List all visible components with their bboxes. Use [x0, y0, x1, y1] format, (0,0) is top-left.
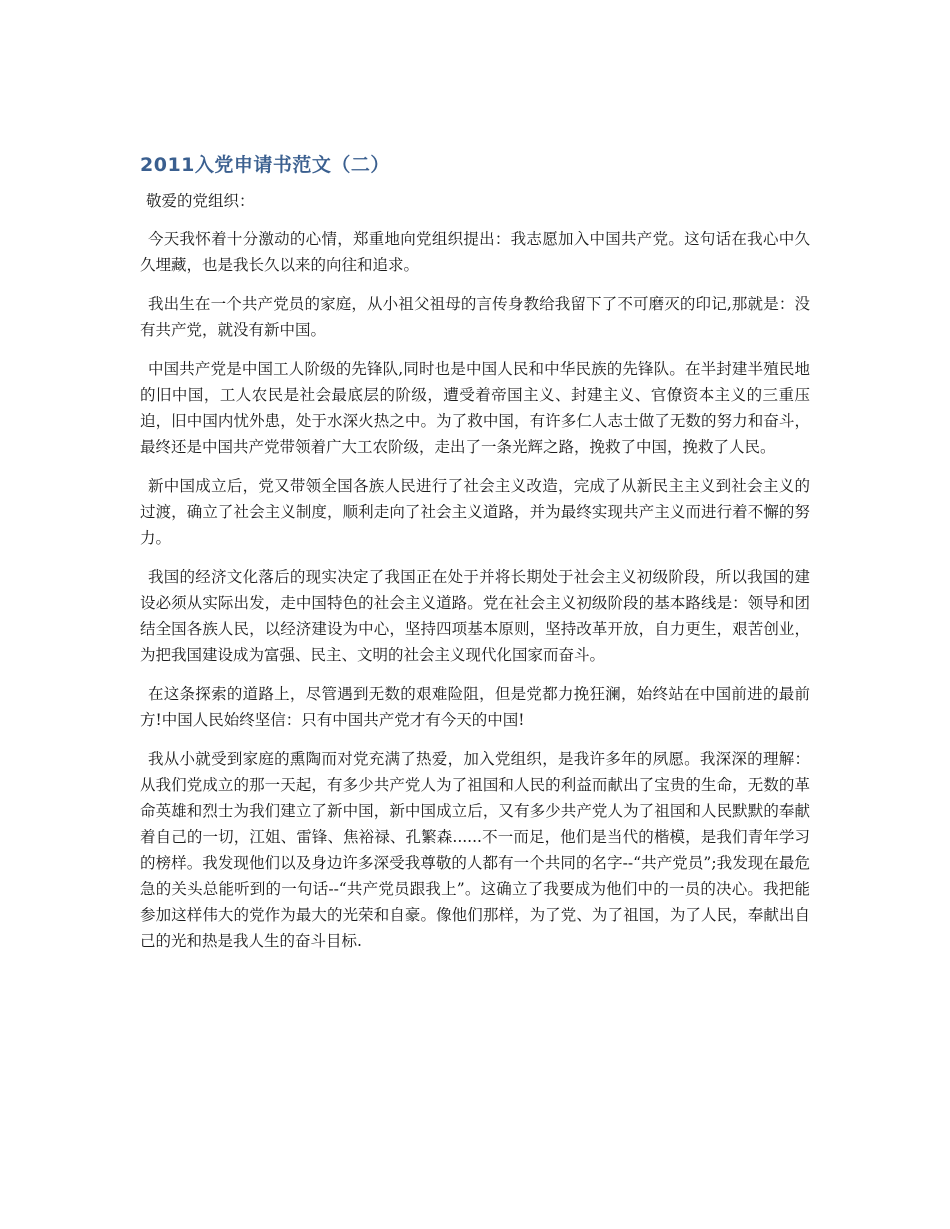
paragraph: 我出生在一个共产党员的家庭，从小祖父祖母的言传身教给我留下了不可磨灭的印记,那就是：没有共产党，就没有新中国。 [140, 295, 810, 339]
document-page [140, 148, 810, 967]
paragraph: 在这条探索的道路上，尽管遇到无数的艰难险阻，但是党都力挽狂澜，始终站在中国前进的最前方!中国人民始终坚信：只有中国共产党才有今天的中国! [140, 685, 810, 729]
paragraph: 中国共产党是中国工人阶级的先锋队,同时也是中国人民和中华民族的先锋队。在半封建半殖民地的旧中国，工人农民是社会最底层的阶级，遭受着帝国主义、封建主义、官僚资本主义的三重压迫，旧中国内忧外患，处于水深火热之中。为了救中国，有许多仁人志士做了无数的努力和奋斗，最终还是中国共产党带领着广大工农阶级，走出了一条光辉之路，挽救了中国，挽救了人民。 [140, 360, 810, 456]
document-title: 2011入党申请书范文（二） [140, 154, 390, 176]
salutation: 敬爱的党组织： [146, 192, 255, 210]
paragraph: 新中国成立后，党又带领全国各族人民进行了社会主义改造，完成了从新民主主义到社会主义的过渡，确立了社会主义制度，顺利走向了社会主义道路，并为最终实现共产主义而进行着不懈的努力。 [140, 477, 810, 547]
paragraph: 今天我怀着十分激动的心情，郑重地向党组织提出：我志愿加入中国共产党。这句话在我心中久久埋藏，也是我长久以来的向往和追求。 [140, 230, 810, 274]
paragraph: 我从小就受到家庭的熏陶而对党充满了热爱，加入党组织，是我许多年的夙愿。我深深的理解：从我们党成立的那一天起，有多少共产党人为了祖国和人民的利益而献出了宝贵的生命，无数的革命英雄和烈士为我们建立了新中国，新中国成立后，又有多少共产党人为了祖国和人民默默的奉献着自己的一切，江姐、雷锋、焦裕禄、孔繁森......不一而足，他们是当代的楷模，是我们青年学习的榜样。我发现他们以及身边许多深受我尊敬的人都有一个共同的名字--“共产党员”;我发现在最危急的关头总能听到的一句话--“共产党员跟我上”。这确立了我要成为他们中的一员的决心。我把能参加这样伟大的党作为最大的光荣和自豪。像他们那样，为了党、为了祖国，为了人民，奉献出自己的光和热是我人生的奋斗目标. [140, 750, 810, 950]
paragraph: 我国的经济文化落后的现实决定了我国正在处于并将长期处于社会主义初级阶段，所以我国的建设必须从实际出发，走中国特色的社会主义道路。党在社会主义初级阶段的基本路线是：领导和团结全国各族人民，以经济建设为中心，坚持四项基本原则，坚持改革开放，自力更生，艰苦创业，为把我国建设成为富强、民主、文明的社会主义现代化国家而奋斗。 [140, 568, 810, 664]
